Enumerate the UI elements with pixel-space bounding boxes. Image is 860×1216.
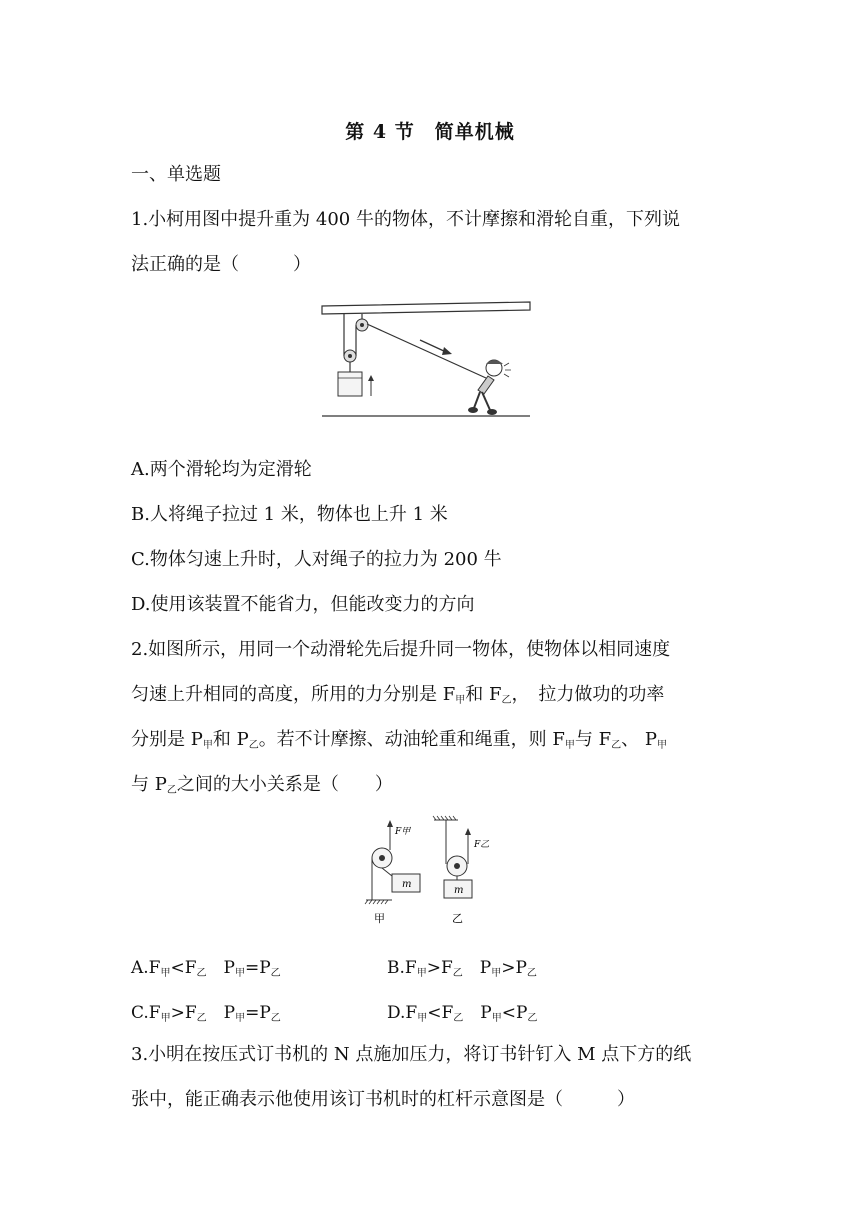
page-title: 第 4 节 简单机械 (345, 121, 515, 143)
label-jia: 甲 (374, 912, 385, 925)
q2-stem-line2: 匀速上升相同的高度，所用的力分别是 $F_甲$和 $F_乙$， 拉力做功的功率 (131, 684, 665, 706)
q1-option-d[interactable]: D.使用该装置不能省力，但能改变力的方向 (131, 594, 475, 615)
q1-stem-line1: 1.小柯用图中提升重为 400 牛的物体，不计摩擦和滑轮自重，下列说 (131, 209, 680, 230)
force-jia-label: F甲 (395, 827, 411, 837)
q1-option-c[interactable]: C.物体匀速上升时，人对绳子的拉力为 200 牛 (131, 549, 502, 570)
section-heading: 一、单选题 (131, 164, 221, 185)
label-yi: 乙 (452, 912, 463, 925)
mass-label-yi: m (454, 885, 464, 896)
q1-option-b[interactable]: B.人将绳子拉过 1 米，物体也上升 1 米 (131, 504, 448, 525)
q3-stem-line1: 3.小明在按压式订书机的 N 点施加压力，将订书针钉入 M 点下方的纸 (131, 1044, 692, 1065)
q2-option-b[interactable]: $B.F_甲>F_乙$ $P_甲>P_乙$ (387, 958, 537, 979)
q3-stem-line2: 张中，能正确表示他使用该订书机时的杠杆示意图是（ ） (131, 1089, 635, 1110)
q1-pulley-figure (318, 298, 540, 426)
mass-label-jia: m (402, 879, 412, 890)
q2-option-a[interactable]: $A.F_甲<F_乙$ $P_甲=P_乙$ (131, 958, 281, 979)
q2-stem-line4: 与 $P_乙$之间的大小关系是（ ） (131, 774, 393, 796)
q2-option-c[interactable]: $C.F_甲>F_乙$ $P_甲=P_乙$ (131, 1003, 281, 1024)
q2-stem-line1: 2.如图所示，用同一个动滑轮先后提升同一物体，使物体以相同速度 (131, 639, 671, 660)
q2-pulley-figure (362, 812, 498, 930)
force-yi-label: F乙 (474, 840, 490, 850)
q1-option-a[interactable]: A.两个滑轮均为定滑轮 (131, 459, 312, 480)
q2-option-d[interactable]: $D.F_甲<F_乙$ $P_甲<P_乙$ (387, 1003, 538, 1024)
q1-stem-line2: 法正确的是（ ） (131, 254, 311, 275)
q2-stem-line3: 分别是 $P_甲$和 $P_乙$。若不计摩擦、动油轮重和绳重，则 $F_甲$与 $F_乙$、 $P_甲$ (131, 729, 667, 751)
